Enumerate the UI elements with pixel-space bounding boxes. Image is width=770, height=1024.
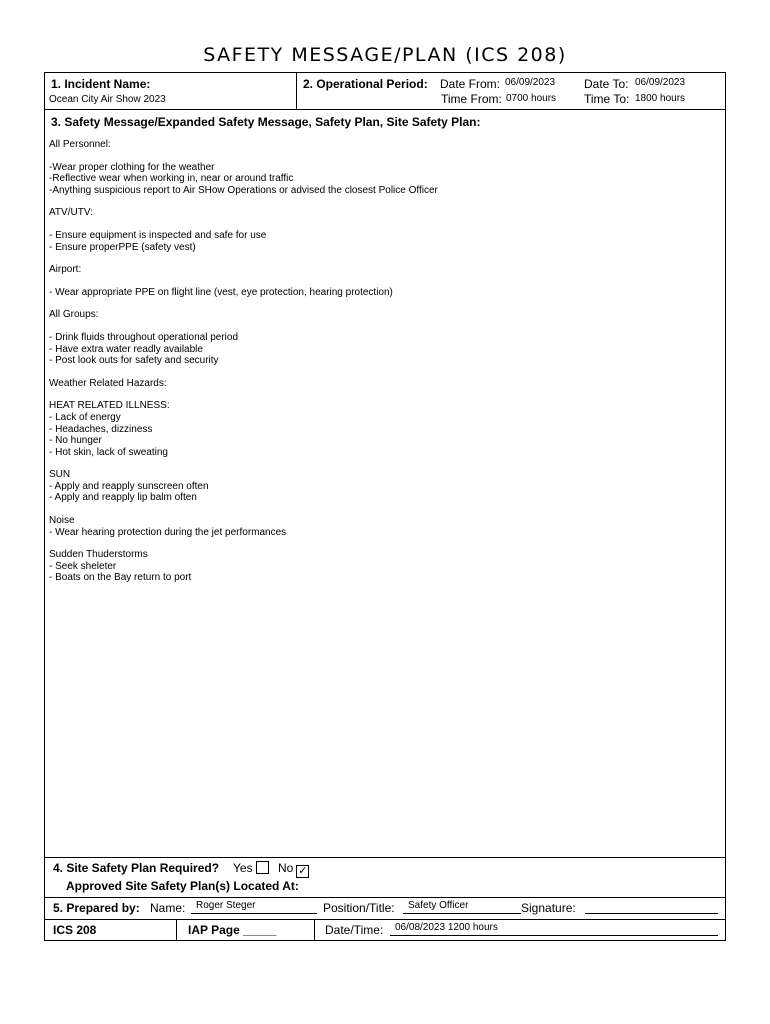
footer-row: [45, 919, 725, 941]
safety-line: - No hunger: [49, 435, 102, 447]
form-id: ICS 208: [53, 923, 97, 937]
safety-line: -Reflective wear when working in, near or around traffic: [49, 173, 294, 185]
safety-line: - Hot skin, lack of sweating: [49, 446, 168, 458]
safety-paragraph: [49, 264, 719, 276]
datetime-label: Date/Time:: [325, 923, 384, 937]
safety-paragraph: [49, 139, 719, 151]
no-label: No: [278, 861, 294, 875]
signature-label: Signature:: [521, 901, 576, 915]
safety-line: - Wear hearing protection during the jet performances: [49, 526, 287, 538]
time-to-value[interactable]: 1800 hours: [635, 93, 686, 104]
ics208-form: [44, 72, 726, 941]
safety-line: -Wear proper clothing for the weather: [49, 161, 215, 173]
date-from-label: Date From:: [440, 77, 501, 91]
safety-paragraph: [49, 469, 719, 504]
position-label: Position/Title:: [323, 901, 395, 915]
safety-line: - Apply and reapply lip balm often: [49, 492, 197, 504]
safety-line: - Ensure equipment is inspected and safe for use: [49, 229, 267, 241]
safety-line: HEAT RELATED ILLNESS:: [49, 400, 170, 412]
safety-paragraph: [49, 309, 719, 321]
safety-message-label: 3. Safety Message/Expanded Safety Message, Safety Plan, Site Safety Plan:: [51, 115, 481, 129]
datetime-value[interactable]: 06/08/2023 1200 hours: [395, 922, 498, 933]
safety-paragraph: [49, 230, 719, 253]
safety-line: SUN: [49, 469, 71, 481]
form-title: SAFETY MESSAGE/PLAN (ICS 208): [203, 44, 567, 66]
iap-page-cell: [177, 919, 315, 941]
date-to-value[interactable]: 06/09/2023: [635, 77, 686, 88]
incident-name-cell: [45, 73, 297, 109]
safety-line: - Post look outs for safety and security: [49, 355, 219, 367]
safety-line: - Boats on the Bay return to port: [49, 572, 192, 584]
safety-paragraph: [49, 287, 719, 299]
yes-checkbox[interactable]: [256, 861, 269, 874]
safety-line: - Apply and reapply sunscreen often: [49, 480, 209, 492]
safety-line: -Anything suspicious report to Air SHow Operations or advised the closest Police Officer: [49, 184, 438, 196]
safety-line: Sudden Thuderstorms: [49, 549, 148, 561]
safety-line: All Groups:: [49, 309, 99, 321]
no-option[interactable]: [278, 861, 309, 878]
site-safety-plan-section: [45, 857, 725, 898]
safety-line: - Headaches, dizziness: [49, 423, 153, 435]
datetime-underline: [390, 935, 718, 936]
approved-plan-label: Approved Site Safety Plan(s) Located At:: [66, 879, 299, 893]
name-value[interactable]: Roger Steger: [196, 900, 256, 911]
site-safety-plan-label: 4. Site Safety Plan Required?: [53, 861, 220, 875]
date-from-value[interactable]: 06/09/2023: [505, 77, 556, 88]
safety-line: - Drink fluids throughout operational period: [49, 331, 238, 343]
safety-line: - Wear appropriate PPE on flight line (vest, eye protection, hearing protection): [49, 286, 393, 298]
safety-line: ATV/UTV:: [49, 207, 93, 219]
safety-paragraph: [49, 207, 719, 219]
signature-field[interactable]: [585, 913, 718, 914]
position-underline: [403, 913, 521, 914]
iap-page[interactable]: IAP Page _____: [188, 923, 277, 937]
safety-message-text[interactable]: [49, 139, 719, 595]
safety-line: - Have extra water readly available: [49, 343, 203, 355]
safety-message-section: [45, 109, 725, 858]
position-value[interactable]: Safety Officer: [408, 900, 469, 911]
time-to-label: Time To:: [584, 92, 630, 106]
operational-period-label: 2. Operational Period:: [303, 77, 428, 91]
time-from-value[interactable]: 0700 hours: [506, 93, 557, 104]
prepared-by-section: [45, 897, 725, 920]
safety-paragraph: [49, 332, 719, 367]
name-label: Name:: [150, 901, 186, 915]
safety-line: Weather Related Hazards:: [49, 377, 167, 389]
no-checkbox[interactable]: ✓: [298, 865, 308, 877]
safety-paragraph: [49, 400, 719, 458]
safety-paragraph: [49, 378, 719, 390]
header-row: [45, 73, 725, 110]
form-id-cell: [45, 919, 177, 941]
date-to-label: Date To:: [584, 77, 629, 91]
safety-line: Noise: [49, 515, 75, 527]
safety-line: Airport:: [49, 264, 82, 276]
incident-name-label: 1. Incident Name:: [51, 77, 151, 91]
name-underline: [191, 913, 317, 914]
prepared-by-label: 5. Prepared by:: [53, 901, 140, 915]
safety-line: - Lack of energy: [49, 411, 121, 423]
safety-paragraph: [49, 549, 719, 584]
safety-line: - Ensure properPPE (safety vest): [49, 241, 196, 253]
time-from-label: Time From:: [441, 92, 502, 106]
safety-paragraph: [49, 515, 719, 538]
safety-line: All Personnel:: [49, 139, 111, 150]
yes-option[interactable]: [233, 861, 269, 875]
safety-paragraph: [49, 162, 719, 197]
safety-line: - Seek sheleter: [49, 560, 117, 572]
yes-label: Yes: [233, 861, 253, 875]
incident-name-value[interactable]: Ocean City Air Show 2023: [49, 94, 166, 105]
